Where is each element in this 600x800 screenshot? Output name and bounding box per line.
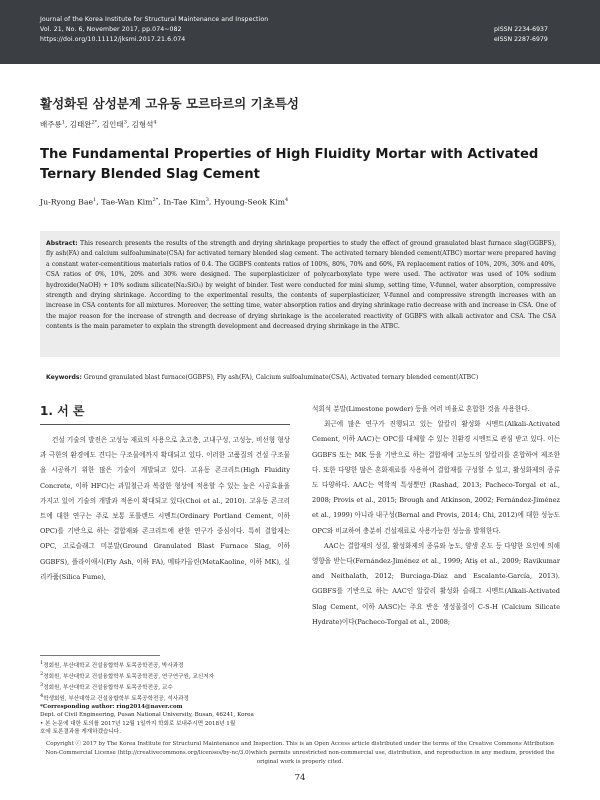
paragraph: AAC는 결합재의 성질, 활성화제의 종류와 농도, 양생 온도 등 다양한 요인에 의해 영향을 받는다(Fernández-Jiménez et al., 1999; Atiş et al., 2009; Ravikumar and Neithalath, 2012; Burciaga-Díaz and Escalante-García, 2013). GGBFS를 기반으로 하는 AAC인 알칼리 활성화 슬래그 시멘트(Alkali-Activated Slag Cement, 이하 AASC)는 주요 반응 생성물질이 C-S-H (Calcium Silicate Hydrate)이다(Pacheco-Torgal et al., 2008; bbox=[312, 541, 560, 626]
abstract-label: Abstract: bbox=[46, 240, 78, 247]
english-authors: Ju-Ryong Bae$^1$, Tae-Wan Kim$^{2*}$, In-Tae Kim$^3$, Hyoung-Seok Kim$^4$ bbox=[40, 197, 289, 207]
footnotes bbox=[40, 659, 290, 736]
abstract-text: This research presents the results of the strength and drying shrinkage properties to study the effect of ground granulated blast furnace slag(GGBFS), fly ash(FA) and calcium sulfoaluminate(CSA) for activated ternary blended slag cement. The activated ternary blended cement(ATBC) mortar were prepared having a constant water-cementitious materials ratios of 0.4. The GGBFS contents ratios of 100%, 80%, 70% and 60%, FA replacement ratios of 10%, 20%, 30% and 40%, CSA ratios of 0%, 10%, 20% and 30% were designed. The superplasticizer of polycarboxylate type were used. The activator was used of 10% sodium hydroxide(NaOH) + 10% sodium silicate(Na₂SiO₃) by weight of binder. Test were conducted for mini slump, setting time, V-funnel, water absorption, compressive strength and drying shrinkage. According to the experimental results, the contents of superplasticizer, V-funnel and compressive strength increases with an increase in CSA contents for all mixtures. Moreover, the setting time, water absorption ratios and drying shrinkage ratio decrease with and increase in CSA. One of the major reason for the increase of strength and decrease of drying shrinkage is the accelerated reactivity of GGBFS with alkali activator and CSA. The CSA contents is the main parameter to explain the strength development and decreased drying shrinkage in the ATBC. bbox=[46, 240, 557, 331]
author-en: Ju-Ryong Bae bbox=[40, 197, 94, 207]
keywords-text: Ground granulated blast furnace(GGBFS), Fly ash(FA), Calcium sulfoaluminate(CSA), Activated ternary blended cement(ATBC) bbox=[83, 374, 479, 381]
footnote: $^4$학생회원, 부산대학교 건설융합학부 토목공학전공, 석사과정 bbox=[40, 693, 189, 703]
discussion-note: 호에 토론결과를 게재하겠습니다. bbox=[40, 728, 121, 735]
paragraph: 건설 기술의 발전은 고성능 재료의 사용으로 초고층, 고내구성, 고성능, 비선형 형상과 극한의 환경에도 견디는 구조물에까지 확대되고 있다. 이러한 고품질의 건설 구조물을 시공하기 위한 많은 기술이 개발되고 있다. 고유동 콘크리트(High Fluidity Concrete, 이하 HFC)는 과밀철근과 복잡한 형상에 적용할 수 있는 높은 시공효율을 가지고 있어 기술의 개발과 적용이 확대되고 있다(Choi et al., 2010). 고유동 콘크리트에 대한 연구는 주로 보통 포틀랜드 시멘트(Ordinary Portland Cement, 이하 OPC)를 기반으로 하는 결합재와 콘크리트에 관한 연구가 중심이다. 특히 결합재는 OPC, 고로슬래그 미분말(Ground Granulated Blast Furnace Slag, 이하 GGBFS), 플라이애시(Fly Ash, 이하 FA), 메타카올린(MetaKaoline, 이하 MK), 실리카퓸(Silica Fume), bbox=[40, 436, 290, 581]
abstract bbox=[46, 239, 556, 333]
discussion-note: • 본 논문에 대한 토의를 2017년 12월 1일까지 학회로 보내주시면 2018년 1월 bbox=[40, 720, 236, 727]
keywords-label: Keywords: bbox=[46, 374, 82, 381]
footnote: $^2$정회원, 부산대학교 건설융합학부 토목공학전공, 연구연구원, 교신저자 bbox=[40, 671, 215, 680]
corresponding-author: *Corresponding author: ring2014@naver.com bbox=[40, 704, 183, 711]
section-heading: 1. 서 론 bbox=[40, 404, 85, 418]
author-en: Tae-Wan Kim bbox=[101, 197, 153, 207]
section-rule bbox=[40, 424, 290, 425]
author-ko: 김인태 bbox=[101, 120, 124, 129]
journal-eissn: eISSN 2287-6979 bbox=[494, 36, 548, 43]
footnote-rule bbox=[40, 655, 160, 656]
left-column bbox=[40, 433, 290, 585]
right-column bbox=[312, 402, 560, 630]
affiliation: Dept. of Civil Engineering, Pusan National University, Busan, 46241, Korea bbox=[40, 712, 254, 719]
footnote: $^1$정회원, 부산대학교 건설융합학부 토목공학전공, 박사과정 bbox=[40, 660, 184, 669]
journal-doi[interactable]: https://doi.org/10.11112/jksmi.2017.21.6.074 bbox=[40, 36, 186, 43]
journal-header-banner bbox=[0, 0, 600, 64]
english-title: The Fundamental Properties of High Fluidity Mortar with Activated Ternary Blended Slag Cement bbox=[40, 147, 539, 182]
keywords bbox=[46, 373, 556, 383]
author-en: In-Tae Kim bbox=[163, 197, 206, 207]
journal-issue: Vol. 21, No. 6, November 2017, pp.074~082 bbox=[40, 26, 182, 33]
author-ko: 김태완 bbox=[69, 120, 92, 129]
journal-pissn: pISSN 2234-6937 bbox=[494, 26, 548, 33]
author-ko: 김형석 bbox=[131, 120, 154, 129]
page-number: 74 bbox=[294, 773, 306, 783]
paragraph: 석회석 분말(Limestone powder) 등을 여러 비율로 혼합한 것을 사용한다. bbox=[312, 405, 530, 413]
copyright-notice: Copyright ⓒ 2017 by The Korea Institute for Structural Maintenance and Inspection. This is an Open Access article distributed under the terms of the Creative Commons Attribution Non-Commercial License (http://creativecommons.org/licenses/by-nc/3.0)which permits unrestricted non-commercial use, distribution, and reproduction in any medium, provided the original work is properly cited. bbox=[45, 741, 555, 766]
korean-title: 활성화된 삼성분계 고유동 모르타르의 기초특성 bbox=[40, 96, 299, 111]
author-en: Hyoung-Seok Kim bbox=[213, 197, 285, 207]
footnote: $^3$정회원, 부산대학교 건설융합학부 토목공학전공, 교수 bbox=[40, 682, 173, 691]
journal-name: Journal of the Korea Institute for Structural Maintenance and Inspection bbox=[40, 16, 269, 23]
author-ko: 배주룡 bbox=[40, 120, 62, 129]
paragraph: 최근에 많은 연구가 진행되고 있는 알칼리 활성화 시멘트(Alkali-Activated Cement, 이하 AAC)는 OPC를 대체할 수 있는 친환경 시멘트로 관심 받고 있다. 이는 GGBFS 또는 MK 등을 기반으로 하는 결합재에 고농도의 알칼리를 혼합하여 제조한다. 또한 다양한 많은 혼화재료를 사용하여 결합재를 구성할 수 있고, 활성화제의 종류도 다양하다. AAC는 역학적 특성뿐만 (Rashad, 2013; Pacheco-Torgal et al., 2008; Provis et al., 2015; Brough and Atkinson, 2002; Fernández-Jiménez et al., 1999) 아니라 내구성(Bernal and Provis, 2014; Chi, 2012)에 대한 성능도 OPC와 비교하여 충분히 건설재료로 사용가능한 성능을 발휘한다. bbox=[312, 420, 560, 535]
korean-authors: 배주룡$^1$, 김태완$^{2*}$, 김인태$^3$, 김형석$^4$ bbox=[40, 119, 157, 129]
